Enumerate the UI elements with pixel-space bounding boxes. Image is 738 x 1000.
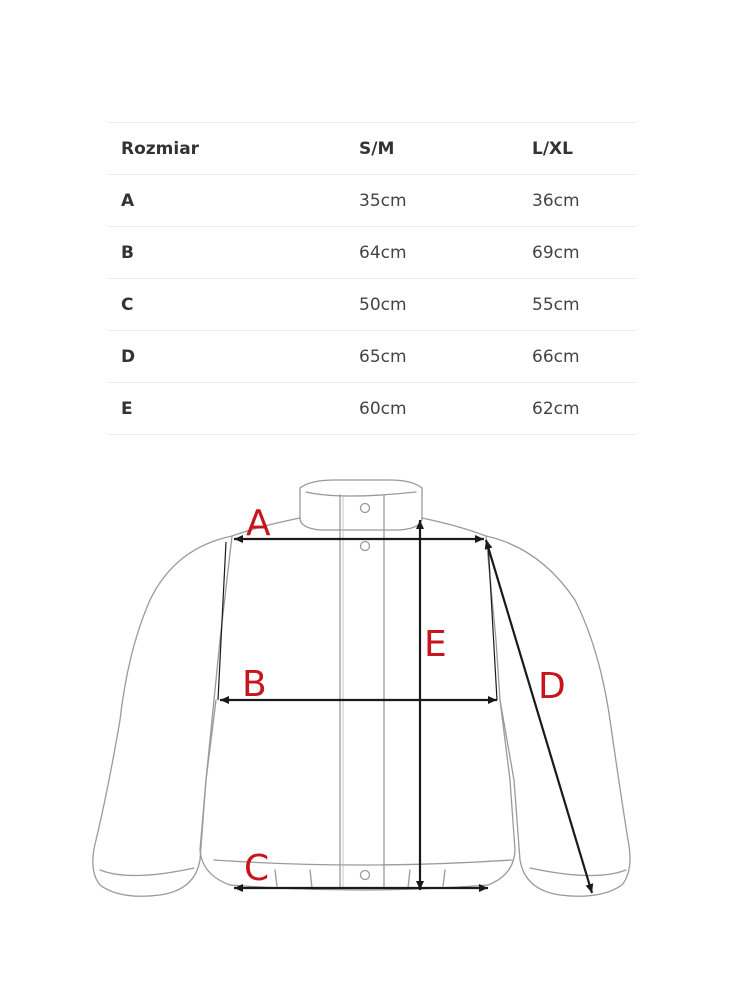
measurement-lines bbox=[218, 520, 592, 893]
cell-sm: 50cm bbox=[359, 279, 532, 331]
header-sm: S/M bbox=[359, 123, 532, 175]
right-cuff bbox=[530, 868, 626, 876]
label-d: D bbox=[538, 666, 566, 707]
left-body-side bbox=[200, 536, 232, 885]
label-a: A bbox=[246, 503, 271, 544]
collar-inner bbox=[306, 492, 416, 496]
snap-3 bbox=[361, 871, 370, 880]
cell-sm: 35cm bbox=[359, 175, 532, 227]
label-e: E bbox=[424, 624, 447, 665]
row-label: A bbox=[108, 175, 359, 227]
table-row bbox=[108, 279, 636, 331]
cell-lxl: 69cm bbox=[532, 227, 636, 279]
row-label: D bbox=[108, 331, 359, 383]
table-row bbox=[108, 331, 636, 383]
row-label: C bbox=[108, 279, 359, 331]
left-sleeve bbox=[93, 536, 232, 896]
header-size: Rozmiar bbox=[108, 123, 359, 175]
table-row bbox=[108, 175, 636, 227]
collar-top bbox=[300, 480, 422, 488]
measure-guide-right bbox=[488, 542, 497, 700]
header-lxl: L/XL bbox=[532, 123, 636, 175]
label-c: C bbox=[244, 848, 270, 889]
label-b: B bbox=[242, 664, 267, 705]
right-shoulder bbox=[422, 518, 486, 536]
row-label: E bbox=[108, 383, 359, 435]
cell-sm: 65cm bbox=[359, 331, 532, 383]
cell-lxl: 36cm bbox=[532, 175, 636, 227]
cell-lxl: 55cm bbox=[532, 279, 636, 331]
jacket-measurement-diagram bbox=[0, 450, 738, 1000]
left-cuff bbox=[100, 868, 194, 876]
size-chart-table bbox=[108, 122, 636, 435]
cell-lxl: 62cm bbox=[532, 383, 636, 435]
cell-sm: 60cm bbox=[359, 383, 532, 435]
right-sleeve bbox=[486, 536, 630, 896]
snap-2 bbox=[361, 542, 370, 551]
table-header-row bbox=[108, 123, 636, 175]
row-label: B bbox=[108, 227, 359, 279]
cell-sm: 64cm bbox=[359, 227, 532, 279]
measure-guide-left bbox=[218, 542, 226, 700]
cell-lxl: 66cm bbox=[532, 331, 636, 383]
snap-1 bbox=[361, 504, 370, 513]
table-row bbox=[108, 383, 636, 435]
table-row bbox=[108, 227, 636, 279]
